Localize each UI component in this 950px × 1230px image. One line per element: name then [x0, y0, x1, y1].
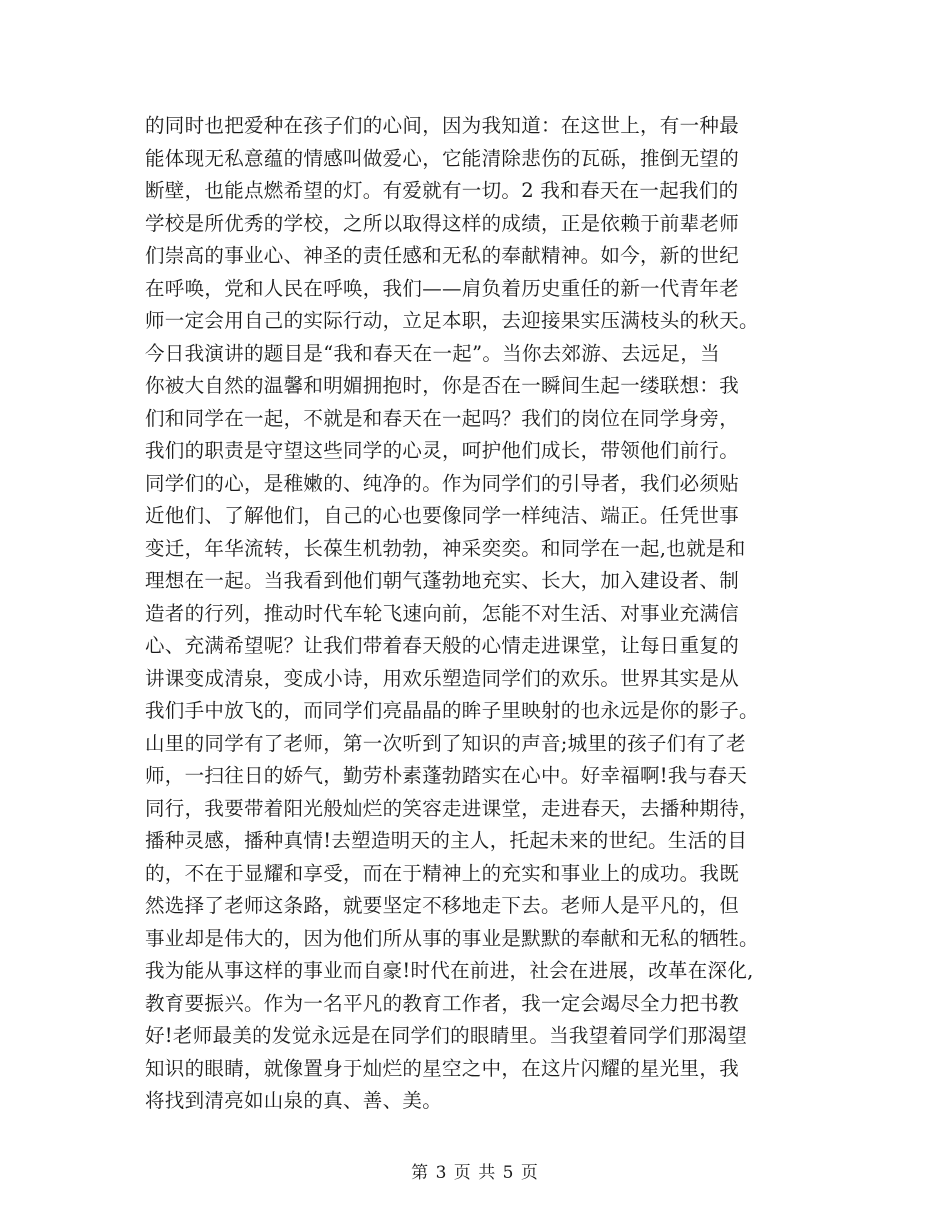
text-line: 我们手中放飞的，而同学们亮晶晶的眸子里映射的也永远是你的影子。 — [145, 699, 759, 722]
text-line: 好!老师最美的发觉永远是在同学们的眼睛里。当我望着同学们那渴望 — [145, 1024, 748, 1047]
text-line: 们和同学在一起，不就是和春天在一起吗？我们的岗位在同学身旁， — [145, 406, 740, 430]
text-line: 心、充满希望呢？让我们带着春天般的心情走进课堂，让每日重复的 — [145, 634, 740, 657]
text-line: 师一定会用自己的实际行动，立足本职，去迎接果实压满枝头的秋天。 — [145, 309, 759, 332]
text-line: 今日我演讲的题目是“我和春天在一起”。当你去郊游、去远足，当 — [145, 341, 720, 365]
text-line: 你被大自然的温馨和明媚拥抱时，你是否在一瞬间生起一缕联想：我 — [145, 374, 740, 397]
text-line: 事业却是伟大的，因为他们所从事的事业是默默的奉献和无私的牺牲。 — [145, 926, 759, 950]
text-line: 的，不在于显耀和享受，而在于精神上的充实和事业上的成功。我既 — [145, 861, 740, 885]
body-text — [145, 110, 825, 1118]
text-line: 将找到清亮如山泉的真、善、美。 — [145, 1089, 443, 1112]
text-line: 师，一扫往日的娇气，勤劳朴素蓬勃踏实在心中。好幸福啊!我与春天 — [145, 764, 748, 787]
text-line: 然选择了老师这条路，就要坚定不移地走下去。老师人是平凡的，但 — [145, 894, 740, 917]
page-number-footer: 第 3 页 共 5 页 — [411, 1163, 539, 1183]
text-line: 们崇高的事业心、神圣的责任感和无私的奉献精神。如今，新的世纪 — [145, 244, 740, 267]
text-line: 山里的同学有了老师，第一次听到了知识的声音;城里的孩子们有了老 — [145, 731, 746, 755]
text-line: 教育要振兴。作为一名平凡的教育工作者，我一定会竭尽全力把书教 — [145, 991, 740, 1015]
text-line: 讲课变成清泉，变成小诗，用欢乐塑造同学们的欢乐。世界其实是从 — [145, 666, 740, 690]
text-line: 我们的职责是守望这些同学的心灵，呵护他们成长，带领他们前行。 — [145, 439, 740, 462]
text-line: 能体现无私意蕴的情感叫做爱心，它能清除悲伤的瓦砾，推倒无望的 — [145, 146, 740, 170]
text-line: 的同时也把爱种在孩子们的心间，因为我知道：在这世上，有一种最 — [145, 114, 740, 137]
text-line: 近他们、了解他们，自己的心也要像同学一样纯洁、端正。任凭世事 — [145, 504, 740, 527]
text-line: 播种灵感，播种真情!去塑造明天的主人，托起未来的世纪。生活的目 — [145, 829, 748, 852]
text-line: 断壁，也能点燃希望的灯。有爱就有一切。2 我和春天在一起我们的 — [145, 179, 739, 202]
text-line: 知识的眼睛，就像置身于灿烂的星空之中，在这片闪耀的星光里，我 — [145, 1056, 740, 1080]
text-line: 我为能从事这样的事业而自豪!时代在前进，社会在进展，改革在深化, — [145, 959, 754, 982]
text-line: 同学们的心，是稚嫩的、纯净的。作为同学们的引导者，我们必须贴 — [145, 471, 740, 495]
text-line: 造者的行列，推动时代车轮飞速向前，怎能不对生活、对事业充满信 — [145, 601, 740, 625]
text-line: 学校是所优秀的学校，之所以取得这样的成绩，正是依赖于前辈老师 — [145, 211, 740, 235]
text-line: 变迁，年华流转，长葆生机勃勃，神采奕奕。和同学在一起,也就是和 — [145, 536, 746, 560]
text-line: 理想在一起。当我看到他们朝气蓬勃地充实、长大，加入建设者、制 — [145, 569, 740, 592]
text-line: 在呼唤，党和人民在呼唤，我们——肩负着历史重任的新一代青年老 — [145, 276, 740, 300]
text-line: 同行，我要带着阳光般灿烂的笑容走进课堂，走进春天，去播种期待， — [145, 796, 759, 820]
